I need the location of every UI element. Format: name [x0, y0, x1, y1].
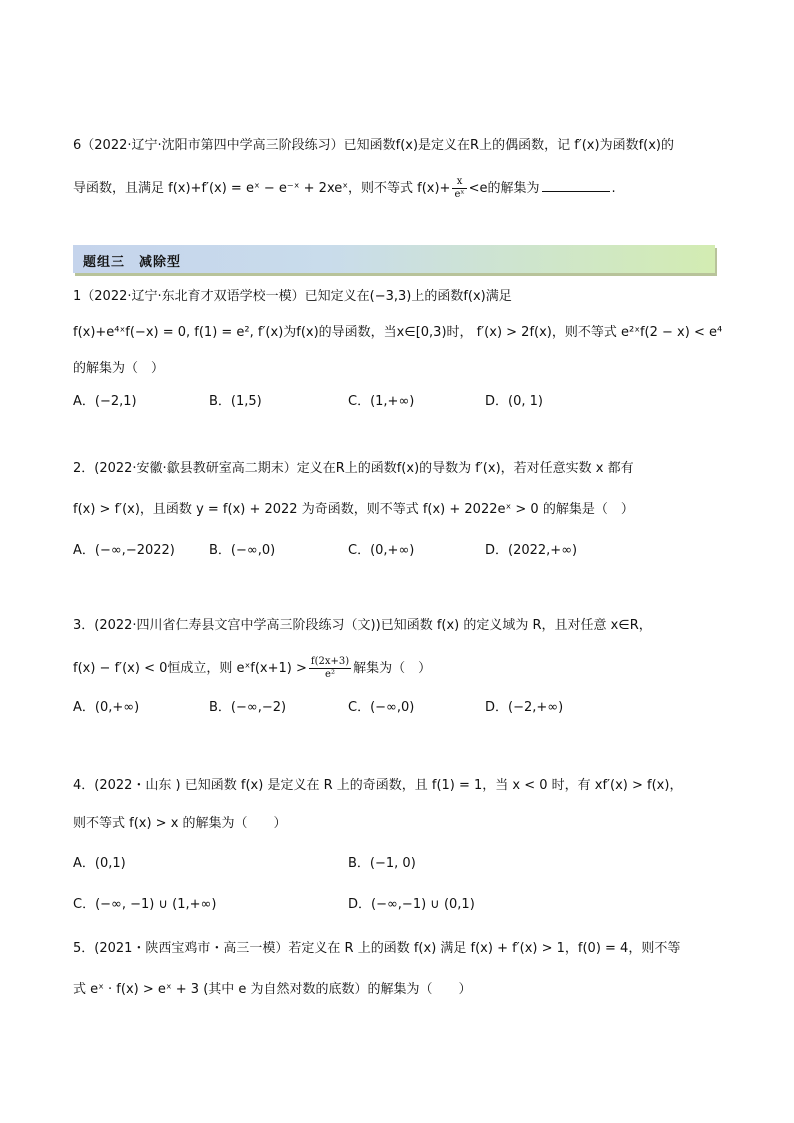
section-header-bar [73, 245, 715, 273]
q4-option-a[interactable]: A．(0,1) [73, 856, 126, 871]
q1-line3: 的解集为（ ） [73, 361, 165, 376]
q4-option-d[interactable]: D．(−∞,−1) ∪ (0,1) [348, 897, 475, 912]
q4-option-b[interactable]: B．(−1, 0) [348, 856, 416, 871]
q1-option-d[interactable]: D．(0, 1) [485, 394, 543, 409]
q2-line2: f(x) > f′(x)，且函数 y = f(x) + 2022 为奇函数，则不等式 f(x) + 2022eˣ > 0 的解集是（ ） [73, 502, 634, 517]
q2-option-c[interactable]: C．(0,+∞) [348, 543, 415, 558]
q3-option-a[interactable]: A．(0,+∞) [73, 700, 140, 715]
q2-option-a[interactable]: A．(−∞,−2022) [73, 543, 175, 558]
q6-line2 [73, 176, 616, 201]
q2-line1: 2．(2022·安徽·歙县教研室高二期末）定义在R上的函数f(x)的导数为 f′(x)，若对任意实数 x 都有 [73, 461, 634, 476]
q3-frac-den: e² [325, 669, 335, 680]
q6-line2-pre: 导函数，且满足 f(x)+f′(x) = eˣ − e⁻ˣ + 2xeˣ，则不等式 f(x)+ [73, 181, 451, 196]
q1-option-b[interactable]: B．(1,5) [209, 394, 262, 409]
q4-option-c[interactable]: C．(−∞, −1) ∪ (1,+∞) [73, 897, 217, 912]
q1-option-a[interactable]: A．(−2,1) [73, 394, 137, 409]
q3-line1: 3．(2022·四川省仁寿县文宫中学高三阶段练习（文))已知函数 f(x) 的定义域为 R，且对任意 x∈R， [73, 618, 652, 633]
q3-fraction [309, 656, 351, 681]
q6-line2-end: . [611, 181, 616, 196]
q3-line2-post: 解集为（ ） [353, 661, 432, 676]
q1-line2: f(x)+e⁴ˣf(−x) = 0, f(1) = e², f′(x)为f(x)的导函数，当x∈[0,3)时， f′(x) > 2f(x)，则不等式 e²ˣf(2 − x) < e⁴ [73, 325, 723, 340]
q3-option-c[interactable]: C．(−∞,0) [348, 700, 415, 715]
q1-option-c[interactable]: C．(1,+∞) [348, 394, 415, 409]
q4-line2: 则不等式 f(x) > x 的解集为（ ） [73, 816, 287, 831]
q3-option-d[interactable]: D．(−2,+∞) [485, 700, 564, 715]
q3-line2-pre: f(x) − f′(x) < 0恒成立，则 eˣf(x+1) > [73, 661, 307, 676]
q3-frac-num: f(2x+3) [310, 656, 350, 667]
q6-frac-den: eˣ [454, 189, 465, 200]
q6-answer-blank[interactable] [542, 179, 610, 192]
q6-frac-num: x [452, 176, 466, 189]
q6-line2-post: <e的解集为 [468, 181, 540, 196]
q4-line1: 4．(2022・山东 ) 已知函数 f(x) 是定义在 R 上的奇函数，且 f(1) = 1，当 x < 0 时，有 xf′(x) > f(x)， [73, 778, 683, 793]
q1-line1: 1（2022·辽宁·东北育才双语学校一模）已知定义在(−3,3)上的函数f(x)满足 [73, 289, 512, 304]
q2-option-d[interactable]: D．(2022,+∞) [485, 543, 578, 558]
q5-line1: 5．(2021・陕西宝鸡市・高三一模）若定义在 R 上的函数 f(x) 满足 f(x) + f′(x) > 1，f(0) = 4，则不等 [73, 941, 681, 956]
q5-line2: 式 eˣ · f(x) > eˣ + 3 (其中 e 为自然对数的底数）的解集为（ ） [73, 982, 472, 997]
q6-line1: 6（2022·辽宁·沈阳市第四中学高三阶段练习）已知函数f(x)是定义在R上的偶函数，记 f′(x)为函数f(x)的 [73, 138, 674, 153]
section-title: 题组三 减除型 [83, 255, 182, 270]
q2-option-b[interactable]: B．(−∞,0) [209, 543, 276, 558]
q6-fraction [452, 176, 466, 201]
q3-line2 [73, 656, 431, 681]
q3-option-b[interactable]: B．(−∞,−2) [209, 700, 287, 715]
